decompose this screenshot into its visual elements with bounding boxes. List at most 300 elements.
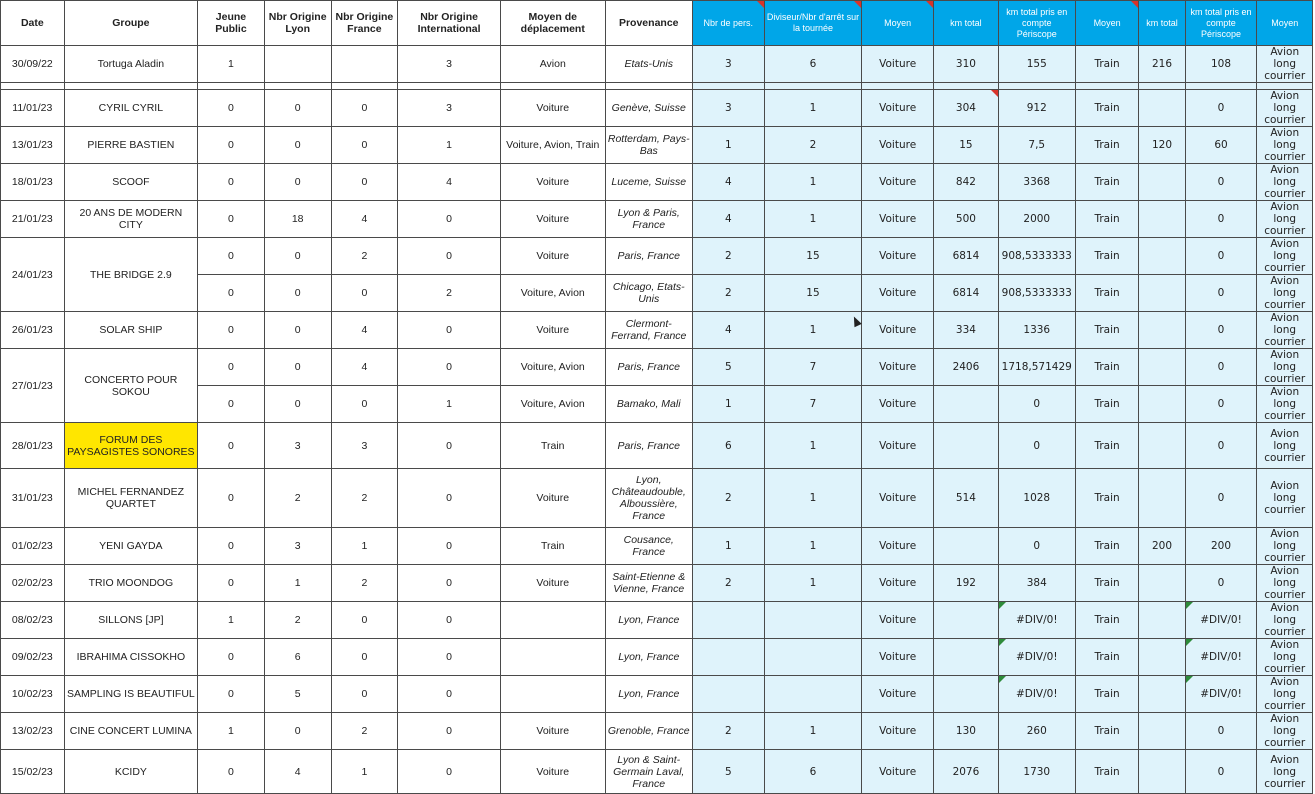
cell-date[interactable]: 26/01/23 [1,312,65,349]
cell-km-pris-1[interactable]: 3368 [998,164,1075,201]
cell-lyon[interactable]: 1 [264,565,331,602]
cell-provenance[interactable]: Bamako, Mali [605,386,692,423]
cell-date[interactable]: 09/02/23 [1,639,65,676]
cell-km-1[interactable]: 334 [934,312,999,349]
cell-diviseur[interactable]: 1 [764,423,862,469]
cell-lyon[interactable]: 0 [264,275,331,312]
cell-km-pris-2[interactable]: 0 [1185,312,1257,349]
cell-moyen-1[interactable]: Voiture [862,469,934,528]
cell-provenance[interactable]: Clermont-Ferrand, France [605,312,692,349]
cell-km-1[interactable] [934,676,999,713]
cell-lyon[interactable]: 3 [264,528,331,565]
cell-km-1[interactable]: 304 [934,90,999,127]
cell-france[interactable]: 1 [331,750,398,794]
cell-inter[interactable]: 0 [398,676,501,713]
cell-inter[interactable]: 0 [398,565,501,602]
cell-france[interactable] [331,46,398,83]
cell-km-2[interactable] [1139,164,1185,201]
cell-moyen-3[interactable]: Avion long courrier [1257,275,1313,312]
cell-groupe[interactable]: SOLAR SHIP [64,312,197,349]
cell-km-pris-1[interactable]: 908,5333333 [998,275,1075,312]
cell-moyen-2[interactable]: Train [1075,90,1139,127]
cell-moyen-dep[interactable]: Voiture, Avion [500,275,605,312]
cell-km-pris-2[interactable]: 0 [1185,565,1257,602]
cell-km-pris-1[interactable]: 260 [998,713,1075,750]
cell-france[interactable]: 1 [331,528,398,565]
cell-km-pris-1[interactable]: 0 [998,528,1075,565]
cell-moyen-1[interactable]: Voiture [862,164,934,201]
header-origine-international[interactable]: Nbr Origine International [398,1,501,46]
cell-km-pris-2[interactable]: 0 [1185,275,1257,312]
cell-provenance[interactable]: Cousance, France [605,528,692,565]
cell-km-pris-1[interactable]: 0 [998,386,1075,423]
cell-inter[interactable]: 0 [398,312,501,349]
cell-km-pris-2[interactable]: #DIV/0! [1185,602,1257,639]
cell-km-2[interactable] [1139,386,1185,423]
header-km-pris-2[interactable]: km total pris en compte Périscope [1185,1,1257,46]
cell-km-1[interactable] [934,639,999,676]
cell-moyen-3[interactable]: Avion long courrier [1257,639,1313,676]
cell-nbr-pers[interactable]: 2 [692,713,764,750]
cell-moyen-2[interactable]: Train [1075,713,1139,750]
cell-groupe[interactable]: Tortuga Aladin [64,46,197,83]
cell-moyen-1[interactable]: Voiture [862,750,934,794]
cell-nbr-pers[interactable]: 1 [692,127,764,164]
cell-nbr-pers[interactable]: 3 [692,46,764,83]
cell-km-pris-2[interactable]: #DIV/0! [1185,676,1257,713]
cell-km-2[interactable] [1139,676,1185,713]
cell-lyon[interactable]: 0 [264,312,331,349]
header-moyen-2[interactable]: Moyen [1075,1,1139,46]
cell-km-pris-2[interactable]: 0 [1185,386,1257,423]
cell-lyon[interactable]: 2 [264,602,331,639]
cell-inter[interactable]: 0 [398,639,501,676]
cell-moyen-2[interactable]: Train [1075,602,1139,639]
cell-jeune[interactable]: 1 [198,713,265,750]
cell-france[interactable]: 2 [331,713,398,750]
cell-km-pris-2[interactable]: 0 [1185,90,1257,127]
cell-moyen-3[interactable]: Avion long courrier [1257,423,1313,469]
cell-moyen-3[interactable]: Avion long courrier [1257,164,1313,201]
cell-moyen-1[interactable]: Voiture [862,349,934,386]
cell-provenance[interactable]: Etats-Unis [605,46,692,83]
cell-km-2[interactable] [1139,639,1185,676]
cell-nbr-pers[interactable]: 4 [692,312,764,349]
cell-date[interactable]: 24/01/23 [1,238,65,312]
header-provenance[interactable]: Provenance [605,1,692,46]
cell-moyen-1[interactable]: Voiture [862,565,934,602]
cell-france[interactable]: 0 [331,676,398,713]
cell-inter[interactable]: 0 [398,349,501,386]
cell-moyen-dep[interactable]: Voiture [500,238,605,275]
cell-groupe[interactable]: SCOOF [64,164,197,201]
cell-france[interactable]: 4 [331,201,398,238]
cell-jeune[interactable]: 0 [198,676,265,713]
cell-diviseur[interactable]: 1 [764,201,862,238]
cell-moyen-dep[interactable]: Avion [500,46,605,83]
header-origine-lyon[interactable]: Nbr Origine Lyon [264,1,331,46]
cell-inter[interactable]: 1 [398,127,501,164]
cell-date[interactable]: 30/09/22 [1,46,65,83]
cell-km-pris-2[interactable]: 0 [1185,164,1257,201]
cell-date[interactable]: 02/02/23 [1,565,65,602]
cell-km-1[interactable] [934,423,999,469]
cell-lyon[interactable]: 0 [264,90,331,127]
cell-inter[interactable]: 0 [398,713,501,750]
cell-nbr-pers[interactable]: 2 [692,565,764,602]
cell-km-2[interactable] [1139,275,1185,312]
cell-date[interactable]: 13/01/23 [1,127,65,164]
cell-france[interactable]: 0 [331,164,398,201]
cell-jeune[interactable]: 0 [198,164,265,201]
cell-inter[interactable]: 0 [398,423,501,469]
cell-date[interactable]: 18/01/23 [1,164,65,201]
cell-moyen-dep[interactable] [500,676,605,713]
cell-km-pris-1[interactable]: 7,5 [998,127,1075,164]
cell-inter[interactable]: 0 [398,238,501,275]
cell-moyen-dep[interactable]: Voiture [500,312,605,349]
header-diviseur[interactable]: Diviseur/Nbr d'arrêt sur la tournée [764,1,862,46]
cell-moyen-3[interactable]: Avion long courrier [1257,528,1313,565]
cell-provenance[interactable]: Lyon & Paris, France [605,201,692,238]
cell-moyen-2[interactable]: Train [1075,386,1139,423]
cell-provenance[interactable]: Lyon, France [605,602,692,639]
cell-nbr-pers[interactable] [692,676,764,713]
cell-diviseur[interactable] [764,676,862,713]
cell-date[interactable]: 01/02/23 [1,528,65,565]
cell-lyon[interactable]: 0 [264,127,331,164]
cell-km-pris-1[interactable]: 2000 [998,201,1075,238]
cell-diviseur[interactable]: 6 [764,750,862,794]
cell-km-1[interactable] [934,528,999,565]
cell-lyon[interactable]: 18 [264,201,331,238]
cell-moyen-dep[interactable]: Train [500,528,605,565]
cell-groupe[interactable]: CYRIL CYRIL [64,90,197,127]
cell-provenance[interactable]: Lyon, France [605,639,692,676]
cell-moyen-dep[interactable]: Voiture [500,164,605,201]
cell-moyen-3[interactable]: Avion long courrier [1257,312,1313,349]
cell-moyen-3[interactable]: Avion long courrier [1257,386,1313,423]
cell-jeune[interactable]: 0 [198,275,265,312]
cell-km-pris-1[interactable]: 1718,571429 [998,349,1075,386]
cell-lyon[interactable]: 3 [264,423,331,469]
cell-km-pris-2[interactable]: 0 [1185,469,1257,528]
cell-jeune[interactable]: 0 [198,423,265,469]
cell-groupe[interactable]: SAMPLING IS BEAUTIFUL [64,676,197,713]
cell-diviseur[interactable]: 1 [764,528,862,565]
cell-km-pris-2[interactable]: #DIV/0! [1185,639,1257,676]
cell-moyen-1[interactable]: Voiture [862,386,934,423]
cell-lyon[interactable]: 4 [264,750,331,794]
cell-inter[interactable]: 2 [398,275,501,312]
cell-diviseur[interactable]: 15 [764,275,862,312]
cell-km-2[interactable] [1139,90,1185,127]
cell-moyen-1[interactable]: Voiture [862,238,934,275]
cell-nbr-pers[interactable]: 4 [692,164,764,201]
cell-date[interactable]: 27/01/23 [1,349,65,423]
cell-jeune[interactable]: 0 [198,90,265,127]
cell-inter[interactable]: 3 [398,46,501,83]
cell-diviseur[interactable]: 1 [764,90,862,127]
cell-date[interactable]: 21/01/23 [1,201,65,238]
cell-nbr-pers[interactable]: 2 [692,238,764,275]
cell-lyon[interactable]: 0 [264,349,331,386]
header-date[interactable]: Date [1,1,65,46]
header-moyen-deplacement[interactable]: Moyen de déplacement [500,1,605,46]
cell-moyen-2[interactable]: Train [1075,349,1139,386]
cell-provenance[interactable]: Lyon & Saint-Germain Laval, France [605,750,692,794]
cell-jeune[interactable]: 1 [198,46,265,83]
cell-france[interactable]: 2 [331,238,398,275]
cell-moyen-1[interactable]: Voiture [862,312,934,349]
cell-groupe[interactable]: YENI GAYDA [64,528,197,565]
cell-provenance[interactable]: Lyon, France [605,676,692,713]
cell-moyen-1[interactable]: Voiture [862,90,934,127]
header-km-total-1[interactable]: km total [934,1,999,46]
cell-lyon[interactable]: 0 [264,164,331,201]
cell-km-pris-1[interactable]: 384 [998,565,1075,602]
cell-km-2[interactable]: 200 [1139,528,1185,565]
cell-km-pris-1[interactable]: 912 [998,90,1075,127]
cell-moyen-1[interactable]: Voiture [862,201,934,238]
cell-lyon[interactable]: 2 [264,469,331,528]
cell-diviseur[interactable]: 7 [764,349,862,386]
cell-diviseur[interactable]: 1 [764,164,862,201]
cell-nbr-pers[interactable]: 5 [692,750,764,794]
cell-date[interactable]: 15/02/23 [1,750,65,794]
cell-date[interactable]: 31/01/23 [1,469,65,528]
cell-moyen-1[interactable]: Voiture [862,676,934,713]
cell-km-2[interactable] [1139,201,1185,238]
cell-date[interactable]: 10/02/23 [1,676,65,713]
cell-moyen-2[interactable]: Train [1075,46,1139,83]
cell-moyen-3[interactable]: Avion long courrier [1257,238,1313,275]
cell-km-pris-1[interactable]: 1028 [998,469,1075,528]
cell-diviseur[interactable]: 1 [764,312,862,349]
cell-moyen-2[interactable]: Train [1075,275,1139,312]
cell-moyen-dep[interactable]: Voiture, Avion, Train [500,127,605,164]
header-nbr-pers[interactable]: Nbr de pers. [692,1,764,46]
cell-date[interactable]: 13/02/23 [1,713,65,750]
cell-moyen-1[interactable]: Voiture [862,275,934,312]
cell-moyen-3[interactable]: Avion long courrier [1257,750,1313,794]
cell-km-2[interactable]: 120 [1139,127,1185,164]
cell-provenance[interactable]: Genève, Suisse [605,90,692,127]
cell-diviseur[interactable]: 7 [764,386,862,423]
header-moyen-3[interactable]: Moyen [1257,1,1313,46]
cell-moyen-3[interactable]: Avion long courrier [1257,469,1313,528]
cell-km-2[interactable] [1139,423,1185,469]
cell-nbr-pers[interactable]: 2 [692,469,764,528]
cell-moyen-dep[interactable]: Voiture, Avion [500,386,605,423]
cell-km-1[interactable]: 2076 [934,750,999,794]
cell-moyen-3[interactable]: Avion long courrier [1257,46,1313,83]
cell-moyen-dep[interactable]: Voiture [500,469,605,528]
cell-moyen-1[interactable]: Voiture [862,639,934,676]
cell-jeune[interactable]: 0 [198,238,265,275]
cell-moyen-3[interactable]: Avion long courrier [1257,127,1313,164]
cell-france[interactable]: 4 [331,312,398,349]
cell-km-pris-2[interactable]: 0 [1185,423,1257,469]
cell-km-pris-2[interactable]: 108 [1185,46,1257,83]
cell-france[interactable]: 3 [331,423,398,469]
cell-moyen-2[interactable]: Train [1075,639,1139,676]
cell-france[interactable]: 0 [331,639,398,676]
cell-groupe[interactable]: KCIDY [64,750,197,794]
cell-diviseur[interactable]: 1 [764,469,862,528]
cell-km-1[interactable] [934,602,999,639]
cell-groupe[interactable]: CINE CONCERT LUMINA [64,713,197,750]
cell-groupe[interactable]: TRIO MOONDOG [64,565,197,602]
cell-moyen-2[interactable]: Train [1075,565,1139,602]
cell-moyen-1[interactable]: Voiture [862,713,934,750]
header-moyen-1[interactable]: Moyen [862,1,934,46]
cell-jeune[interactable]: 1 [198,602,265,639]
cell-date[interactable]: 28/01/23 [1,423,65,469]
cell-moyen-3[interactable]: Avion long courrier [1257,349,1313,386]
cell-lyon[interactable] [264,46,331,83]
cell-nbr-pers[interactable] [692,639,764,676]
cell-provenance[interactable]: Paris, France [605,349,692,386]
cell-km-2[interactable]: 216 [1139,46,1185,83]
header-jeune-public[interactable]: Jeune Public [198,1,265,46]
cell-groupe[interactable]: 20 ANS DE MODERN CITY [64,201,197,238]
cell-moyen-3[interactable]: Avion long courrier [1257,676,1313,713]
cell-inter[interactable]: 0 [398,602,501,639]
cell-france[interactable]: 2 [331,565,398,602]
cell-km-pris-1[interactable]: 155 [998,46,1075,83]
cell-moyen-dep[interactable]: Voiture, Avion [500,349,605,386]
cell-km-pris-2[interactable]: 0 [1185,713,1257,750]
cell-moyen-2[interactable]: Train [1075,312,1139,349]
header-km-pris-1[interactable]: km total pris en compte Périscope [998,1,1075,46]
cell-moyen-2[interactable]: Train [1075,423,1139,469]
cell-diviseur[interactable]: 1 [764,565,862,602]
cell-provenance[interactable]: Rotterdam, Pays-Bas [605,127,692,164]
cell-france[interactable]: 0 [331,275,398,312]
header-groupe[interactable]: Groupe [64,1,197,46]
cell-groupe[interactable]: MICHEL FERNANDEZ QUARTET [64,469,197,528]
cell-km-pris-1[interactable]: #DIV/0! [998,602,1075,639]
cell-inter[interactable]: 0 [398,528,501,565]
cell-groupe[interactable]: IBRAHIMA CISSOKHO [64,639,197,676]
cell-moyen-dep[interactable]: Voiture [500,713,605,750]
cell-lyon[interactable]: 0 [264,386,331,423]
cell-france[interactable]: 0 [331,90,398,127]
cell-km-2[interactable] [1139,750,1185,794]
cell-provenance[interactable]: Paris, France [605,238,692,275]
cell-france[interactable]: 4 [331,349,398,386]
cell-moyen-2[interactable]: Train [1075,528,1139,565]
cell-moyen-1[interactable]: Voiture [862,423,934,469]
cell-nbr-pers[interactable]: 2 [692,275,764,312]
cell-km-1[interactable]: 500 [934,201,999,238]
cell-moyen-2[interactable]: Train [1075,238,1139,275]
cell-km-1[interactable]: 15 [934,127,999,164]
cell-km-1[interactable] [934,386,999,423]
cell-km-1[interactable]: 842 [934,164,999,201]
cell-moyen-dep[interactable] [500,639,605,676]
cell-france[interactable]: 0 [331,602,398,639]
cell-km-pris-2[interactable]: 0 [1185,349,1257,386]
cell-lyon[interactable]: 0 [264,238,331,275]
cell-moyen-2[interactable]: Train [1075,750,1139,794]
cell-inter[interactable]: 4 [398,164,501,201]
cell-moyen-3[interactable]: Avion long courrier [1257,201,1313,238]
cell-groupe-highlighted[interactable]: FORUM DES PAYSAGISTES SONORES [64,423,197,469]
cell-km-pris-1[interactable]: #DIV/0! [998,676,1075,713]
cell-moyen-dep[interactable]: Voiture [500,201,605,238]
cell-diviseur[interactable]: 1 [764,713,862,750]
cell-groupe[interactable]: CONCERTO POUR SOKOU [64,349,197,423]
cell-moyen-1[interactable]: Voiture [862,528,934,565]
cell-jeune[interactable]: 0 [198,639,265,676]
cell-inter[interactable]: 0 [398,469,501,528]
cell-provenance[interactable]: Grenoble, France [605,713,692,750]
cell-moyen-1[interactable]: Voiture [862,46,934,83]
cell-lyon[interactable]: 6 [264,639,331,676]
cell-inter[interactable]: 1 [398,386,501,423]
cell-km-pris-2[interactable]: 200 [1185,528,1257,565]
cell-km-pris-1[interactable]: 1336 [998,312,1075,349]
cell-france[interactable]: 0 [331,127,398,164]
cell-km-1[interactable]: 130 [934,713,999,750]
cell-moyen-3[interactable]: Avion long courrier [1257,565,1313,602]
cell-inter[interactable]: 0 [398,201,501,238]
cell-moyen-3[interactable]: Avion long courrier [1257,90,1313,127]
cell-lyon[interactable]: 0 [264,713,331,750]
cell-km-2[interactable] [1139,602,1185,639]
cell-km-pris-1[interactable]: 1730 [998,750,1075,794]
cell-km-2[interactable] [1139,349,1185,386]
cell-moyen-3[interactable]: Avion long courrier [1257,602,1313,639]
cell-moyen-3[interactable]: Avion long courrier [1257,713,1313,750]
cell-km-pris-2[interactable]: 0 [1185,238,1257,275]
cell-km-pris-2[interactable]: 60 [1185,127,1257,164]
cell-moyen-2[interactable]: Train [1075,127,1139,164]
cell-moyen-dep[interactable]: Voiture [500,750,605,794]
cell-moyen-2[interactable]: Train [1075,676,1139,713]
cell-provenance[interactable]: Saint-Etienne & Vienne, France [605,565,692,602]
cell-nbr-pers[interactable]: 1 [692,386,764,423]
cell-groupe[interactable]: THE BRIDGE 2.9 [64,238,197,312]
cell-france[interactable]: 0 [331,386,398,423]
cell-provenance[interactable]: Lyon, Châteaudouble, Alboussière, France [605,469,692,528]
cell-diviseur[interactable]: 15 [764,238,862,275]
cell-moyen-1[interactable]: Voiture [862,602,934,639]
cell-jeune[interactable]: 0 [198,469,265,528]
cell-km-2[interactable] [1139,469,1185,528]
cell-jeune[interactable]: 0 [198,528,265,565]
cell-km-pris-2[interactable]: 0 [1185,201,1257,238]
cell-km-1[interactable]: 192 [934,565,999,602]
header-km-total-2[interactable]: km total [1139,1,1185,46]
cell-diviseur[interactable] [764,602,862,639]
cell-km-2[interactable] [1139,713,1185,750]
cell-nbr-pers[interactable]: 4 [692,201,764,238]
cell-km-1[interactable]: 6814 [934,238,999,275]
cell-groupe[interactable]: SILLONS [JP] [64,602,197,639]
cell-moyen-2[interactable]: Train [1075,469,1139,528]
cell-moyen-dep[interactable]: Voiture [500,90,605,127]
cell-km-1[interactable]: 310 [934,46,999,83]
cell-km-2[interactable] [1139,565,1185,602]
cell-km-2[interactable] [1139,238,1185,275]
cell-inter[interactable]: 0 [398,750,501,794]
cell-nbr-pers[interactable]: 5 [692,349,764,386]
cell-jeune[interactable]: 0 [198,312,265,349]
cell-date[interactable]: 11/01/23 [1,90,65,127]
